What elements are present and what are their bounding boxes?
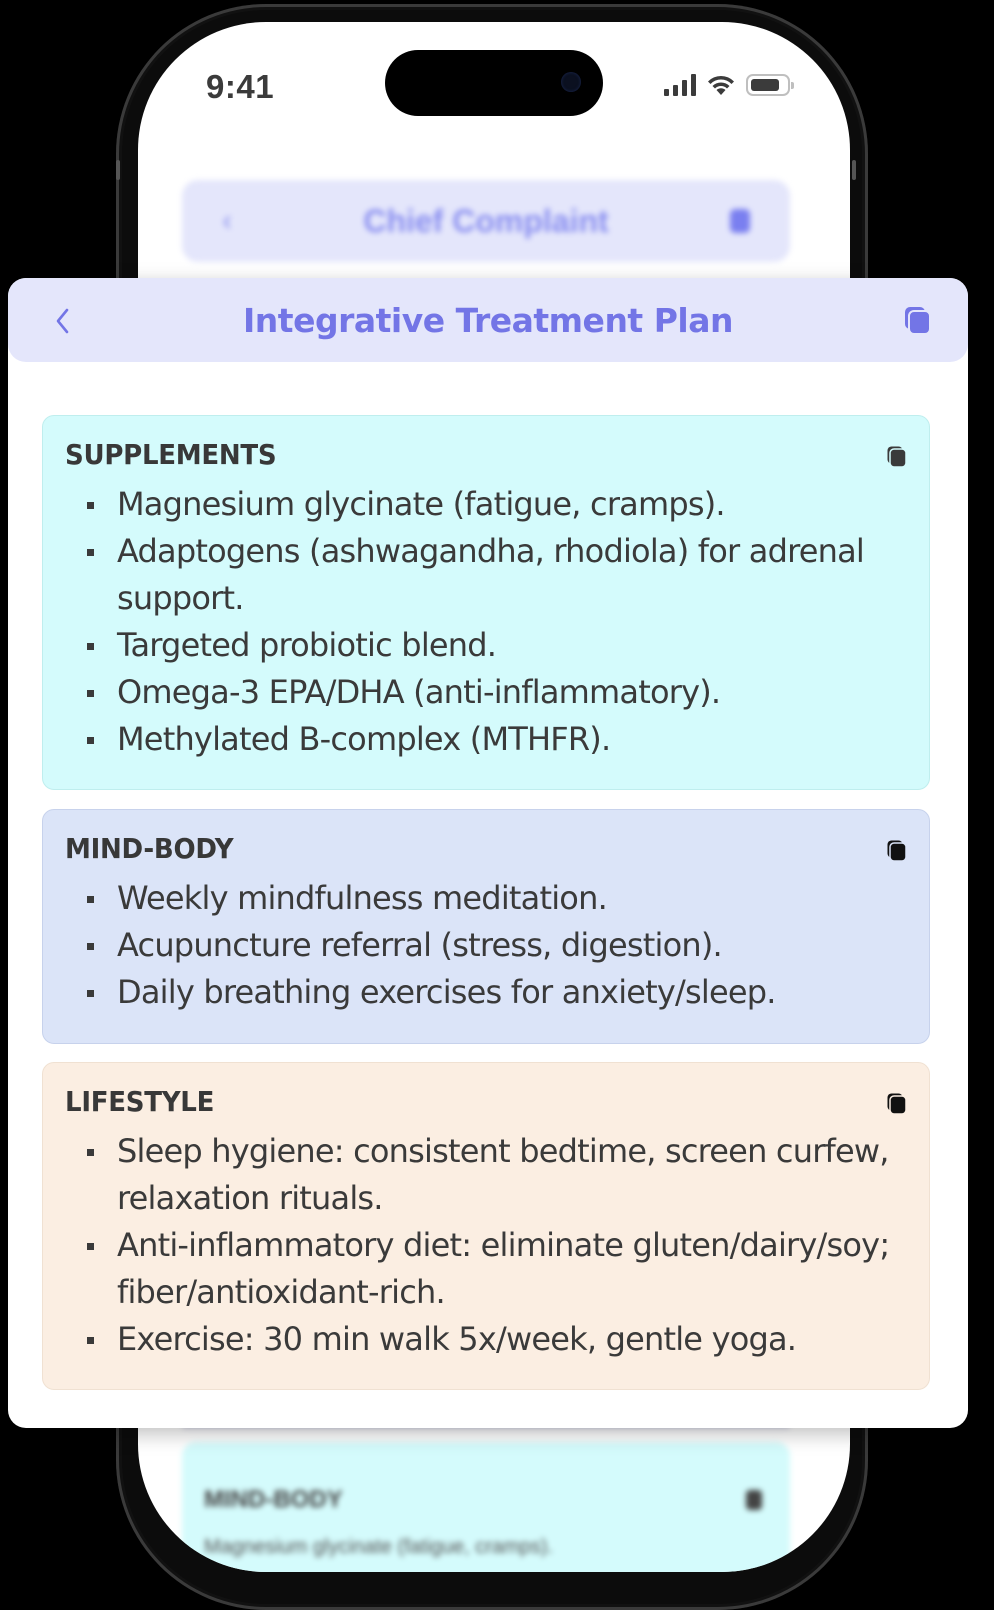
copy-icon[interactable] xyxy=(887,1093,907,1115)
dynamic-island xyxy=(385,50,603,116)
copy-icon[interactable] xyxy=(887,840,907,862)
list-item: Methylated B-complex (MTHFR). xyxy=(65,716,909,763)
status-time: 9:41 xyxy=(206,68,275,105)
chevron-left-icon[interactable] xyxy=(48,304,78,338)
treatment-plan-modal xyxy=(8,278,968,1428)
phone-side-button xyxy=(852,160,856,180)
battery-icon xyxy=(746,74,790,96)
background-card-copy-icon xyxy=(746,1490,762,1510)
section-supplements xyxy=(42,415,930,790)
status-bar xyxy=(138,22,850,132)
supplements-list xyxy=(65,481,909,763)
wifi-icon xyxy=(706,74,736,96)
background-back-icon: ‹ xyxy=(222,204,232,237)
list-item: Exercise: 30 min walk 5x/week, gentle yoga. xyxy=(65,1316,909,1363)
modal-header xyxy=(8,278,968,362)
phone-side-button xyxy=(116,160,120,180)
camera-icon xyxy=(561,72,581,92)
background-copy-icon xyxy=(730,209,750,233)
section-title: MIND-BODY xyxy=(65,832,234,865)
section-mind-body xyxy=(42,809,930,1044)
background-header-title: Chief Complaint xyxy=(363,202,609,239)
background-header xyxy=(182,180,790,262)
list-item: Weekly mindfulness meditation. xyxy=(65,875,909,922)
background-card-title: MIND-BODY xyxy=(204,1486,343,1513)
section-lifestyle xyxy=(42,1062,930,1390)
mind-body-list xyxy=(65,875,909,1016)
copy-icon[interactable] xyxy=(887,446,907,468)
status-icons xyxy=(664,74,790,96)
list-item: Targeted probiotic blend. xyxy=(65,622,909,669)
background-card-preview: Magnesium glycinate (fatigue, cramps). xyxy=(204,1536,554,1558)
list-item: Omega-3 EPA/DHA (anti-inflammatory). xyxy=(65,669,909,716)
cellular-signal-icon xyxy=(664,74,696,96)
modal-title: Integrative Treatment Plan xyxy=(243,300,733,340)
list-item: Daily breathing exercises for anxiety/sleep. xyxy=(65,969,909,1016)
list-item: Magnesium glycinate (fatigue, cramps). xyxy=(65,481,909,528)
list-item: Adaptogens (ashwagandha, rhodiola) for adrenal support. xyxy=(65,528,909,622)
list-item: Acupuncture referral (stress, digestion). xyxy=(65,922,909,969)
copy-icon[interactable] xyxy=(904,306,932,336)
background-card xyxy=(182,1442,790,1572)
list-item: Anti-inflammatory diet: eliminate gluten/dairy/soy; fiber/antioxidant-rich. xyxy=(65,1222,909,1316)
lifestyle-list xyxy=(65,1128,909,1363)
section-title: SUPPLEMENTS xyxy=(65,438,277,471)
section-title: LIFESTYLE xyxy=(65,1085,215,1118)
list-item: Sleep hygiene: consistent bedtime, screen curfew, relaxation rituals. xyxy=(65,1128,909,1222)
